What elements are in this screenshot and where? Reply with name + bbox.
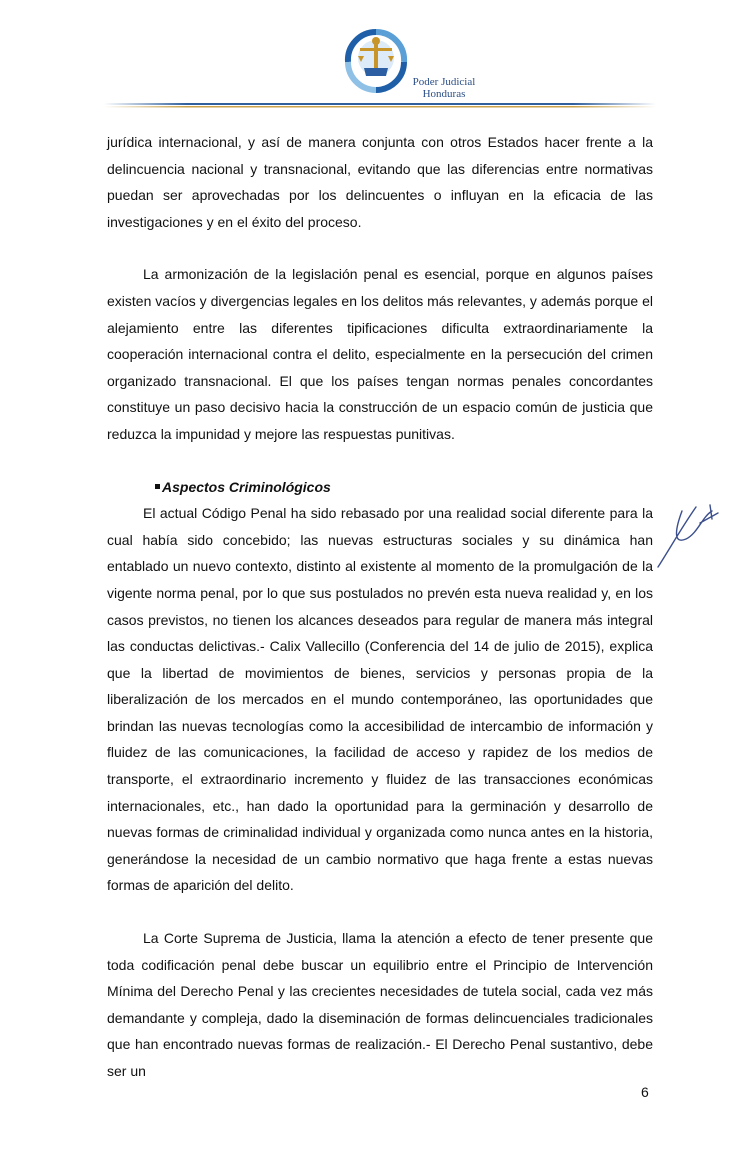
document-body — [107, 129, 653, 1085]
header-divider — [104, 103, 656, 109]
paragraph-1: jurídica internacional, y así de manera conjunta con otros Estados hacer frente a la delincuencia nacional y transnacional, evitando que las diferencias entre normativas puedan ser aprovechadas por los delincuentes o influyan en la eficacia de las investigaciones y en el éxito del proceso. — [107, 134, 653, 230]
logo-text — [404, 76, 484, 100]
section-heading-text: Aspectos Criminológicos — [162, 478, 331, 495]
logo-text-line1: Poder Judicial — [412, 76, 476, 88]
bullet-icon — [155, 484, 160, 489]
paragraph-4: La Corte Suprema de Justicia, llama la atención a efecto de tener presente que toda codificación penal debe buscar un equilibrio entre el Principio de Intervención Mínima del Derecho Penal y las crecientes necesidades de tutela social, cada vez más demandante y compleja, dado la diseminación de formas delincuenciales tradicionales que han encontrado nuevas formas de realización.- El Derecho Penal sustantivo, debe ser un — [107, 930, 653, 1079]
paragraph-2: La armonización de la legislación penal es esencial, porque en algunos países existen vacíos y divergencias legales en los delitos más relevantes, y además porque el alejamiento entre las diferentes tipificaciones dificulta extraordinariamente la cooperación internacional contra el delito, especialmente en la persecución del crimen organizado transnacional. El que los países tengan normas penales concordantes constituye un paso decisivo hacia la construcción de un espacio común de justicia que reduzca la impunidad y mejore las respuestas punitivas. — [107, 266, 653, 442]
section-heading — [107, 474, 653, 501]
paragraph-3: El actual Código Penal ha sido rebasado por una realidad social diferente para la cual había sido concebido; las nuevas estructuras sociales y su dinámica han entablado un nuevo contexto, distinto al existente al momento de la promulgación de la vigente norma penal, por lo que sus postulados no prevén esta nueva realidad y, en los casos previstos, no tienen los alcances deseados para regular de manera más integral las conductas delictivas.- Calix Vallecillo (Conferencia del 14 de julio de 2015), explica que la libertad de movimientos de bienes, servicios y personas propia de la liberalización de los mercados en el mundo contemporáneo, las oportunidades que brindan las nuevas tecnologías como la accesibilidad de intercambio de información y fluidez de las comunicaciones, la facilidad de acceso y rapidez de los medios de transporte, el extraordinario incremento y fluidez de las transacciones económicas internacionales, etc., han dado la oportunidad para la germinación y desarrollo de nuevas formas de criminalidad individual y organizada como nunca antes en la historia, generándose la necesidad de un cambio normativo que haga frente a estas nuevas formas de aparición del delito. — [107, 505, 653, 894]
logo-text-line2: Honduras — [422, 88, 466, 100]
page-number: 6 — [641, 1084, 649, 1100]
handwritten-signature — [652, 497, 724, 573]
